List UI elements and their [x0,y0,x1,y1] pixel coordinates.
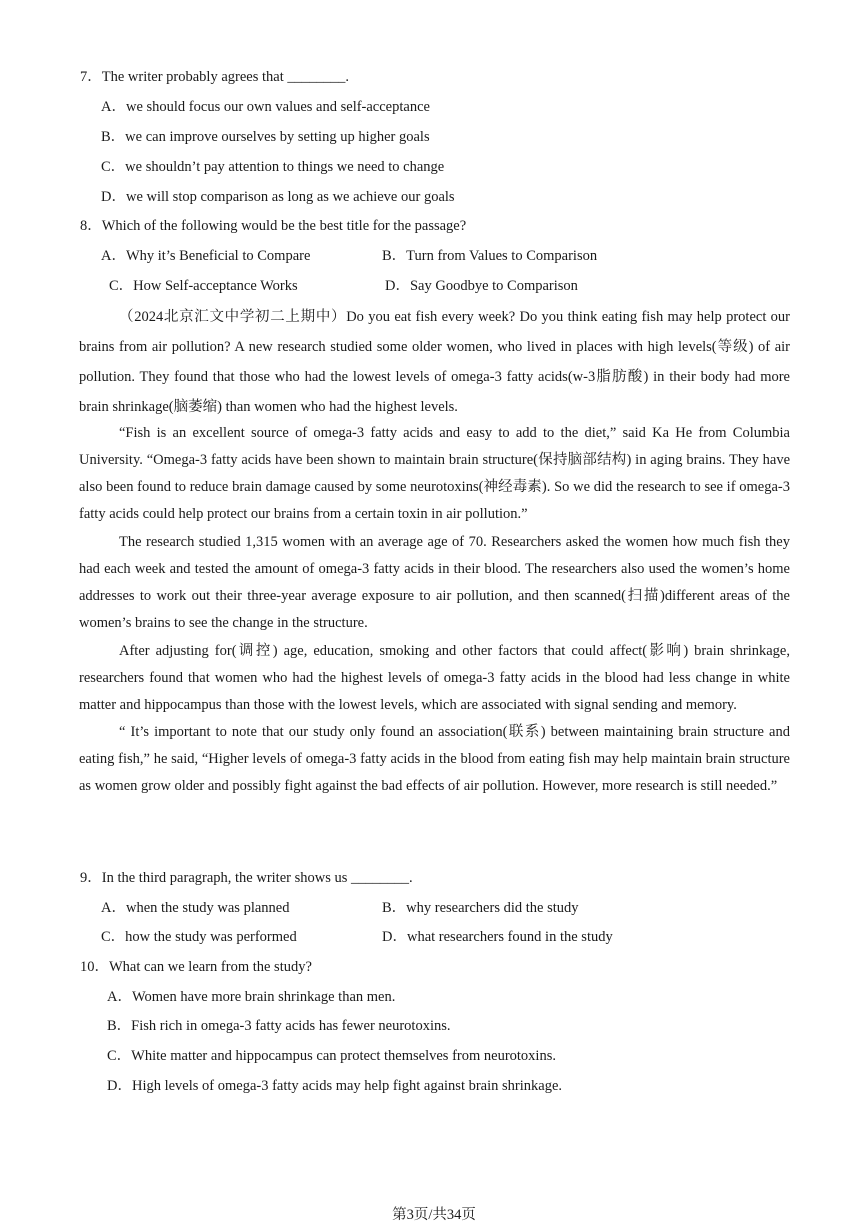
q9-option-c: C．how the study was performed [101,929,297,945]
q7-option-b: B．we can improve ourselves by setting up higher goals [101,129,430,145]
q10-stem: 10．What can we learn from the study? [80,959,312,975]
passage-paragraph-4: After adjusting for(调控) age, education, smoking and other factors that could affect(影响) brain shrinkage, researchers found that women who had the highest levels of omega-3 fatty acids in the blood had less change in white matter and hippocampus than those with the lowest levels, which are associated with signal sending and memory. [79,643,790,713]
q10-option-c: C．White matter and hippocampus can protect themselves from neurotoxins. [107,1048,556,1064]
q7-option-c: C．we shouldn’t pay attention to things we need to change [101,159,445,175]
q9-option-d: D．what researchers found in the study [382,929,613,945]
passage-paragraph-3: The research studied 1,315 women with an average age of 70. Researchers asked the women how much fish they had each week and tested the amount of omega-3 fatty acids in their blood. The researchers also used the women’s home addresses to work out their three-year average exposure to air pollution, and then scanned(扫描)different areas of the women’s brains to see the change in the structure. [79,534,790,631]
q9-option-a: A．when the study was planned [101,900,290,916]
passage-paragraph-1: （2024北京汇文中学初二上期中）Do you eat fish every week? Do you think eating fish may help protect our brains from air pollution? A new research studied some older women, who lived in places with high levels(等级) of air pollution. They found that those who had the lowest levels of omega-3 fatty acids(w-3脂肪酸) in their body had more brain shrinkage(脑萎缩) than women who had the highest levels. [79,309,790,415]
q8-option-d: D．Say Goodbye to Comparison [385,278,578,294]
q7-option-d: D．we will stop comparison as long as we achieve our goals [101,189,455,205]
q8-option-b: B．Turn from Values to Comparison [382,248,598,264]
q7-option-a: A．we should focus our own values and self-acceptance [101,99,430,115]
q9-stem: 9．In the third paragraph, the writer shows us ________. [80,870,413,886]
q7-stem: 7．The writer probably agrees that ________. [80,69,349,85]
q8-option-a: A．Why it’s Beneficial to Compare [101,248,311,264]
q10-option-d: D．High levels of omega-3 fatty acids may help fight against brain shrinkage. [107,1078,563,1094]
q8-option-c: C．How Self-acceptance Works [109,278,298,294]
page-number: 第3页/共34页 [392,1207,476,1223]
q8-stem: 8．Which of the following would be the best title for the passage? [80,218,467,234]
q10-option-a: A．Women have more brain shrinkage than men. [107,989,396,1005]
passage-paragraph-2: “Fish is an excellent source of omega-3 fatty acids and easy to add to the diet,” said Ka He from Columbia University. “Omega-3 fatty acids have been shown to maintain brain structure(保持脑部结构) in aging brains. They have also been found to reduce brain damage caused by some neurotoxins(神经毒素). So we did the research to see if omega-3 fatty acids could help protect our brains from a certain toxin in air pollution.” [79,425,790,522]
passage [79,302,790,800]
passage-paragraph-5: “ It’s important to note that our study only found an association(联系) between maintaining brain structure and eating fish,” he said, “Higher levels of omega-3 fatty acids in the blood from eating fish may help maintain brain structure as women grow older and possibly fight against the bad effects of air pollution. However, more research is still needed.” [79,724,790,794]
q9-option-b: B．why researchers did the study [382,900,579,916]
q10-option-b: B．Fish rich in omega-3 fatty acids has fewer neurotoxins. [107,1018,451,1034]
